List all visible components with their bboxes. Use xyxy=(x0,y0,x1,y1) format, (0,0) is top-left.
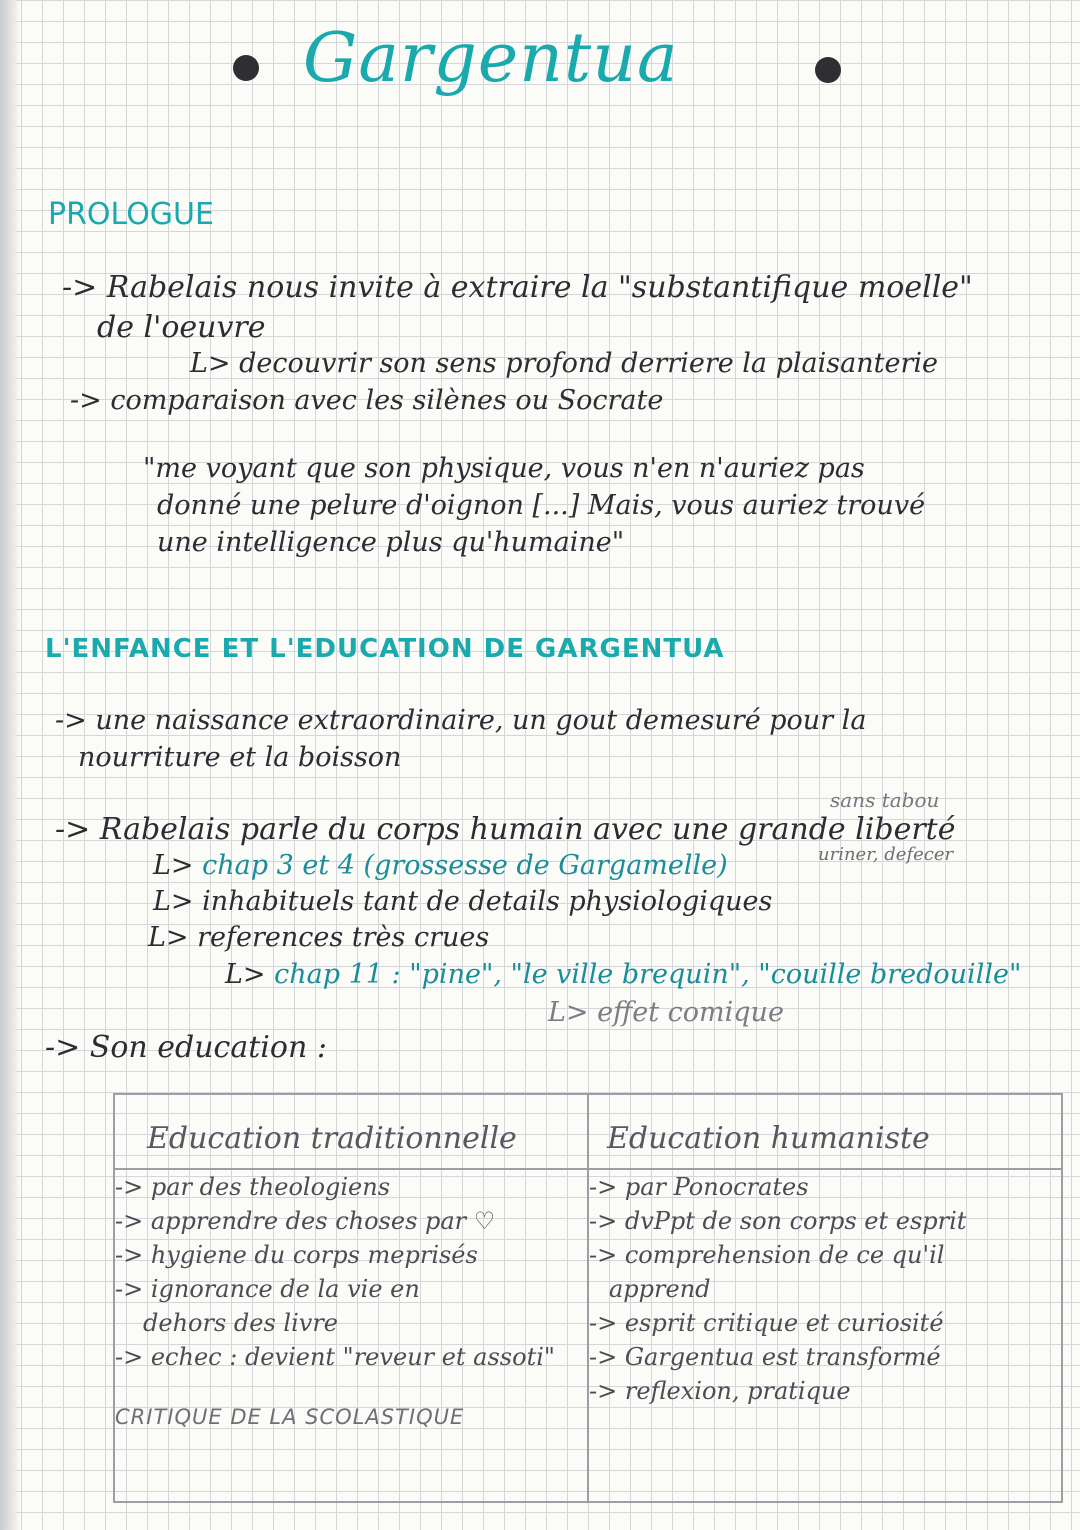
chap-3-4-line xyxy=(153,852,728,879)
punch-hole-left xyxy=(233,55,259,81)
trad-item: -> apprendre des choses par ♡ xyxy=(115,1207,496,1235)
trad-item: -> par des theologiens xyxy=(115,1173,391,1201)
punch-hole-right xyxy=(815,57,841,83)
chap-11-text: chap 11 : "pine", "le ville brequin", "couille bredouille" xyxy=(274,959,1022,990)
prologue-heading: PROLOGUE xyxy=(48,197,214,232)
hum-item: -> reflexion, pratique xyxy=(589,1377,851,1405)
hum-item: -> par Ponocrates xyxy=(589,1173,809,1201)
trad-item: -> hygiene du corps meprisés xyxy=(115,1241,478,1269)
quote-line-1: "me voyant que son physique, vous n'en n'auriez pas xyxy=(143,453,865,484)
trad-item: -> ignorance de la vie en xyxy=(115,1275,420,1303)
prologue-line-1: -> Rabelais nous invite à extraire la "substantifique moelle" xyxy=(62,270,973,305)
corps-humain-line: -> Rabelais parle du corps humain avec une grande liberté xyxy=(55,812,956,847)
chap-11-line xyxy=(225,961,1021,988)
paper-edge xyxy=(0,0,20,1530)
quote-line-2: donné une pelure d'oignon [...] Mais, vous auriez trouvé xyxy=(157,490,926,521)
prologue-line-3: L> decouvrir son sens profond derriere la plaisanterie xyxy=(190,348,938,379)
education-comparison-table xyxy=(113,1093,1063,1503)
page-title: Gargentua xyxy=(303,19,679,98)
enfance-line-1: -> une naissance extraordinaire, un gout demesuré pour la xyxy=(55,705,867,736)
hum-item: -> dvPpt de son corps et esprit xyxy=(589,1207,967,1235)
chap-3-4-text: chap 3 et 4 (grossesse de Gargamelle) xyxy=(202,850,728,881)
education-line: -> Son education : xyxy=(45,1030,327,1065)
chap-3-4-arrow: L> xyxy=(153,850,203,881)
header-traditionnelle: Education traditionnelle xyxy=(114,1094,588,1169)
enfance-heading: L'ENFANCE ET L'EDUCATION DE GARGENTUA xyxy=(45,634,725,664)
enfance-line-2: nourriture et la boisson xyxy=(78,742,402,773)
quote-line-3: une intelligence plus qu'humaine" xyxy=(157,527,625,558)
note-uriner: uriner, defecer xyxy=(818,844,954,865)
trad-item: -> echec : devient "reveur et assoti" xyxy=(115,1343,555,1371)
header-humaniste: Education humaniste xyxy=(588,1094,1062,1169)
hum-item: -> esprit critique et curiosité xyxy=(589,1309,944,1337)
prologue-line-2: de l'oeuvre xyxy=(97,310,266,345)
effet-comique: L> effet comique xyxy=(548,997,784,1028)
note-sans-tabou: sans tabou xyxy=(830,788,940,812)
detail-line-2: L> references très crues xyxy=(148,922,490,953)
chap-11-arrow: L> xyxy=(225,959,275,990)
column-traditionnelle xyxy=(114,1169,588,1502)
column-humaniste xyxy=(588,1169,1062,1502)
critique-scolastique: CRITIQUE DE LA SCOLASTIQUE xyxy=(115,1405,465,1429)
hum-item: -> Gargentua est transformé xyxy=(589,1343,941,1371)
prologue-line-4: -> comparaison avec les silènes ou Socrate xyxy=(70,385,664,416)
detail-line-1: L> inhabituels tant de details physiologiques xyxy=(153,886,773,917)
hum-item: -> comprehension de ce qu'il xyxy=(589,1241,945,1269)
trad-item: dehors des livre xyxy=(143,1309,338,1337)
hum-item: apprend xyxy=(609,1275,711,1303)
